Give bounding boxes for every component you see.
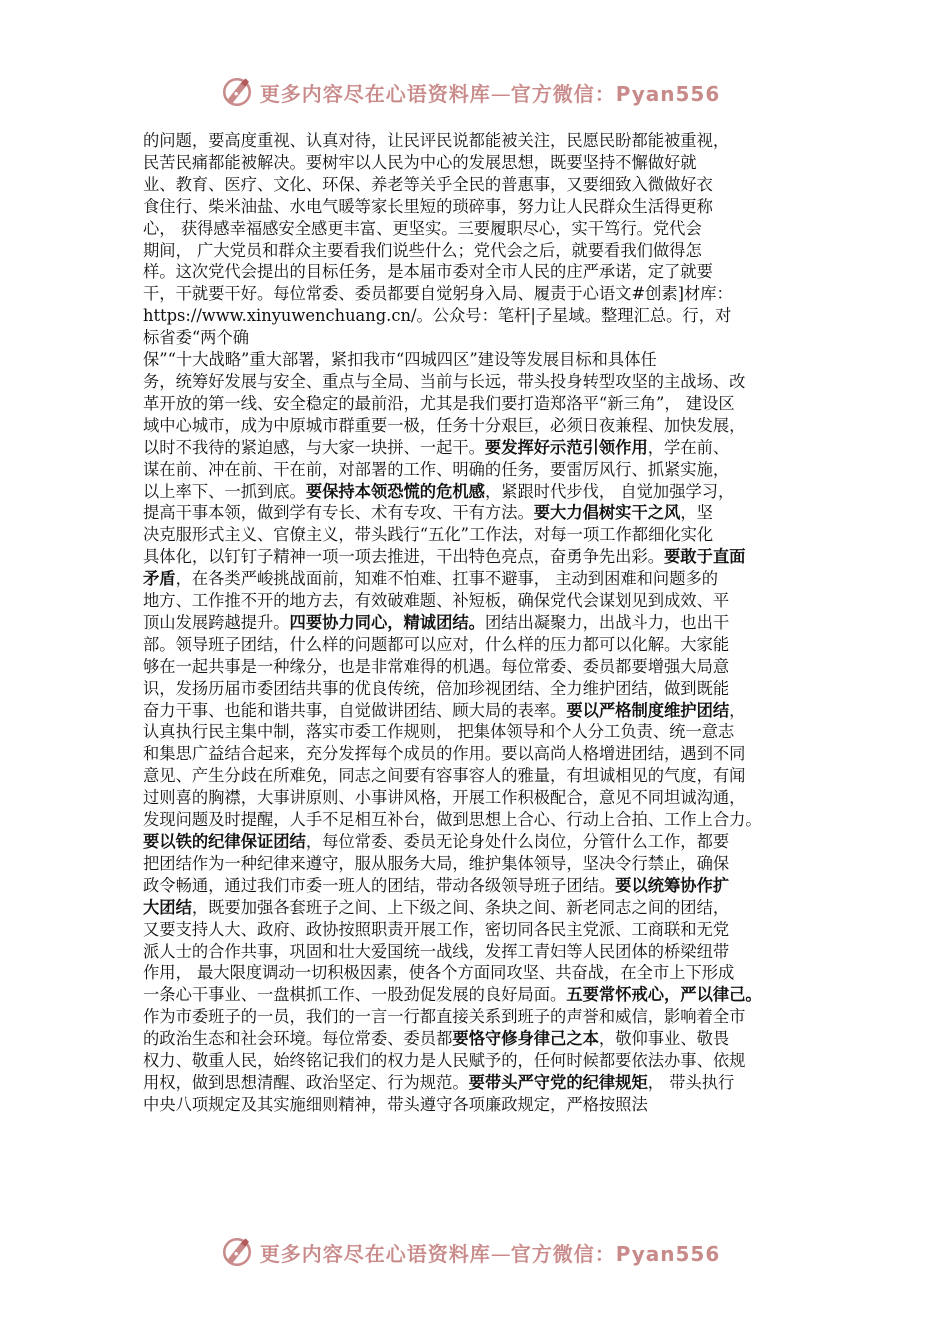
pen-nib-logo-icon xyxy=(220,75,254,109)
body-text: ，坚 xyxy=(680,503,713,523)
body-text: ，既要加强各套班子之间、上下级之间、条块之间、新老同志之间的团结， xyxy=(191,897,730,917)
bold-heading-text: 要保持本领恐慌的危机感 xyxy=(305,481,485,501)
text-line xyxy=(143,853,825,875)
bold-heading-text: 四要协力同心，精诚团结。 xyxy=(289,612,485,632)
body-text: 过则喜的胸襟，大事讲原则、小事讲风格，开展工作积极配合，意见不同坦诚沟通， xyxy=(143,788,746,808)
body-text: 意见、产生分歧在所难免，同志之间要有容事容人的雅量，有坦诚相见的气度，有闻 xyxy=(143,766,746,786)
body-text: 决克服形式主义、官僚主义，带头践行“五化”工作法，对每一项工作都细化实化 xyxy=(143,525,714,545)
text-line xyxy=(143,568,825,590)
text-line xyxy=(143,524,825,546)
body-text: 认真执行民主集中制，落实市委工作规则， 把集体领导和个人分工负责、统一意志 xyxy=(143,722,735,742)
body-text: 标省委“两个确 xyxy=(143,328,250,348)
text-line xyxy=(143,502,825,524)
body-text: 派人士的合作共事，巩固和壮大爱国统一战线，发挥工青妇等人民团体的桥梁纽带 xyxy=(143,941,730,961)
body-text: 以时不我待的紧迫感，与大家一块拼、一起干。 xyxy=(143,437,485,457)
body-text: ， 带头执行 xyxy=(647,1072,735,1092)
text-line xyxy=(143,1028,825,1050)
bold-heading-text: 要敢于直面 xyxy=(664,547,746,567)
watermark-banner-top xyxy=(0,72,950,112)
body-text: 一条心干事业、一盘棋抓工作、一股劲促发展的良好局面。 xyxy=(143,985,567,1005)
text-line xyxy=(143,261,825,283)
text-line xyxy=(143,941,825,963)
text-line xyxy=(143,1072,825,1094)
body-text: 识，发扬历届市委团结共事的优良传统，倍加珍视团结、全力维护团结，做到既能 xyxy=(143,678,730,698)
body-text: 作为市委班子的一员，我们的一言一行都直接关系到班子的声誉和威信，影响着全市 xyxy=(143,1007,746,1027)
body-text: 提高干事本领，做到学有专长、术有专攻、干有方法。 xyxy=(143,503,534,523)
text-line xyxy=(143,393,825,415)
body-text: https://www.xinyuwenchuang.cn/。公众号：笔杆|子星域。整理汇总。行，对 xyxy=(143,306,732,326)
body-text: ，在各类严峻挑战面前，知难不怕难、扛事不避事， 主动到困难和问题多的 xyxy=(175,569,719,589)
body-text: 业、教育、医疗、文化、环保、养老等关乎全民的普惠事，又要细致入微做好衣 xyxy=(143,174,713,194)
text-line xyxy=(143,152,825,174)
body-text: 发现问题及时提醒，人手不足相互补台，做到思想上合心、行动上合拍、工作上合力。 xyxy=(143,810,762,830)
watermark-main: 更多内容尽在心语资料库 xyxy=(259,81,491,106)
text-line xyxy=(143,897,825,919)
text-line xyxy=(143,196,825,218)
body-text: 作用， 最大限度调动一切积极因素，使各个方面同攻坚、共奋战，在全市上下形成 xyxy=(143,963,735,983)
body-text: 的政治生态和社会环境。每位常委、委员都 xyxy=(143,1029,453,1049)
body-text: 革开放的第一线、安全稳定的最前沿，尤其是我们要打造郑洛平“新三角”， 建设区 xyxy=(143,393,735,413)
text-line xyxy=(143,459,825,481)
bold-heading-text: 要大力倡树实干之风 xyxy=(533,503,681,523)
watermark-separator: — xyxy=(490,1241,511,1266)
text-line xyxy=(143,678,825,700)
text-line xyxy=(143,809,825,831)
body-text: 又要支持人大、政府、政协按照职责开展工作，密切同各民主党派、工商联和无党 xyxy=(143,919,730,939)
text-line xyxy=(143,327,825,349)
text-line xyxy=(143,656,825,678)
body-text: ， xyxy=(729,700,746,720)
body-text: 保”“十大战略”重大部署，紧扣我市“四城四区”建设等发展目标和具体任 xyxy=(143,350,657,370)
text-line xyxy=(143,875,825,897)
bold-heading-text: 要发挥好示范引领作用 xyxy=(484,437,648,457)
text-line xyxy=(143,218,825,240)
body-text: 够在一起共事是一种缘分，也是非常难得的机遇。每位常委、委员都要增强大局意 xyxy=(143,656,730,676)
watermark-inner xyxy=(220,75,721,109)
body-text: 干，干就要干好。每位常委、委员都要自觉躬身入局、履责于心语文#创素]材库： xyxy=(143,284,733,304)
text-line xyxy=(143,1050,825,1072)
bold-heading-text: 要以严格制度维护团结 xyxy=(566,700,730,720)
body-text: 政令畅通，通过我们市委一班人的团结，带动各级领导班子团结。 xyxy=(143,875,616,895)
text-line xyxy=(143,415,825,437)
text-line xyxy=(143,283,825,305)
text-line xyxy=(143,700,825,722)
watermark-main: 更多内容尽在心语资料库 xyxy=(259,1241,491,1266)
watermark-text xyxy=(260,1238,721,1267)
body-text: 奋力干事、也能和谐共事，自觉做讲团结、顾大局的表率。 xyxy=(143,700,567,720)
watermark-text xyxy=(260,78,721,107)
body-text: 谋在前、冲在前、干在前，对部署的工作、明确的任务，要雷厉风行、抓紧实施， xyxy=(143,459,730,479)
watermark-separator: — xyxy=(490,81,511,106)
bold-heading-text: 要带头严守党的纪律规矩 xyxy=(468,1072,648,1092)
text-line xyxy=(143,962,825,984)
body-text: 的问题，要高度重视、认真对待，让民评民说都能被关注，民愿民盼都能被重视， xyxy=(143,131,730,150)
text-line xyxy=(143,590,825,612)
text-line xyxy=(143,240,825,262)
document-body xyxy=(143,130,825,1116)
body-text: 地方、工作推不开的地方去，有效破难题、补短板，确保党代会谋划见到成效、平 xyxy=(143,591,730,611)
body-text: 把团结作为一种纪律来遵守，服从服务大局，维护集体领导，坚决令行禁止，确保 xyxy=(143,853,730,873)
bold-heading-text: 要以统筹协作扩 xyxy=(615,875,730,895)
body-text: 民苦民痛都能被解决。要树牢以人民为中心的发展思想，既要坚持不懈做好就 xyxy=(143,152,697,172)
bold-heading-text: 要恪守修身律己之本 xyxy=(452,1029,599,1049)
bold-heading-text: 五要常怀戒心，严以律己。 xyxy=(566,985,762,1005)
text-line xyxy=(143,919,825,941)
body-text: 具体化，以钉钉子精神一项一项去推进，干出特色亮点，奋勇争先出彩。 xyxy=(143,547,665,567)
text-line xyxy=(143,831,825,853)
text-line xyxy=(143,349,825,371)
body-text: 权力、敬重人民，始终铭记我们的权力是人民赋予的，任何时候都要依法办事、依规 xyxy=(143,1051,746,1071)
text-line xyxy=(143,1094,825,1116)
watermark-wechat: 官方微信：Pyan556 xyxy=(510,1241,721,1266)
body-text: 务，统筹好发展与安全、重点与全局、当前与长远，带头投身转型攻坚的主战场、改 xyxy=(143,371,746,391)
text-line xyxy=(143,721,825,743)
text-line xyxy=(143,371,825,393)
watermark-banner-bottom xyxy=(0,1232,950,1272)
body-text: 食住行、柴米油盐、水电气暖等家长里短的琐碎事，努力让人民群众生活得更称 xyxy=(143,196,713,216)
body-text: 域中心城市，成为中原城市群重要一极，任务十分艰巨，必须日夜兼程、加快发展， xyxy=(143,415,746,435)
body-text: 以上率下、一抓到底。 xyxy=(143,481,306,501)
text-line xyxy=(143,174,825,196)
watermark-inner xyxy=(220,1235,721,1269)
body-text: ，学在前、 xyxy=(647,437,730,457)
body-text: ，敬仰事业、敬畏 xyxy=(598,1029,730,1049)
text-line xyxy=(143,437,825,459)
body-text: 团结出凝聚力，出战斗力，也出干 xyxy=(484,612,730,632)
text-line xyxy=(143,634,825,656)
bold-heading-text: 矛盾 xyxy=(143,569,176,589)
pen-nib-logo-icon xyxy=(220,1235,254,1269)
text-line xyxy=(143,612,825,634)
body-text: 顶山发展跨越提升。 xyxy=(143,612,290,632)
body-text: 中央八项规定及其实施细则精神，带头遵守各项廉政规定，严格按照法 xyxy=(143,1094,648,1114)
body-text: 心， 获得感幸福感安全感更丰富、更坚实。三要履职尽心，实干笃行。党代会 xyxy=(143,218,702,238)
bold-heading-text: 要以铁的纪律保证团结 xyxy=(143,832,306,851)
text-line xyxy=(143,765,825,787)
text-line xyxy=(143,984,825,1006)
body-text: 用权，做到思想清醒、政治坚定、行为规范。 xyxy=(143,1072,469,1092)
text-line xyxy=(143,546,825,568)
text-line xyxy=(143,1006,825,1028)
body-text: ，紧跟时代步伐， 自觉加强学习， xyxy=(484,481,735,501)
body-text: 和集思广益结合起来，充分发挥每个成员的作用。要以高尚人格增进团结，遇到不同 xyxy=(143,744,746,764)
body-text: ，每位常委、委员无论身处什么岗位，分管什么工作，都要 xyxy=(305,832,730,851)
text-line xyxy=(143,787,825,809)
text-line xyxy=(143,743,825,765)
text-line xyxy=(143,130,825,152)
body-text: 期间， 广大党员和群众主要看我们说些什么；党代会之后，就要看我们做得怎 xyxy=(143,240,702,260)
bold-heading-text: 大团结 xyxy=(143,897,192,917)
body-text: 样。这次党代会提出的目标任务，是本届市委对全市人民的庄严承诺，定了就要 xyxy=(143,262,713,282)
body-text: 部。领导班子团结，什么样的问题都可以应对，什么样的压力都可以化解。大家能 xyxy=(143,634,730,654)
watermark-wechat: 官方微信：Pyan556 xyxy=(510,81,721,106)
text-line xyxy=(143,481,825,503)
text-line xyxy=(143,305,825,327)
